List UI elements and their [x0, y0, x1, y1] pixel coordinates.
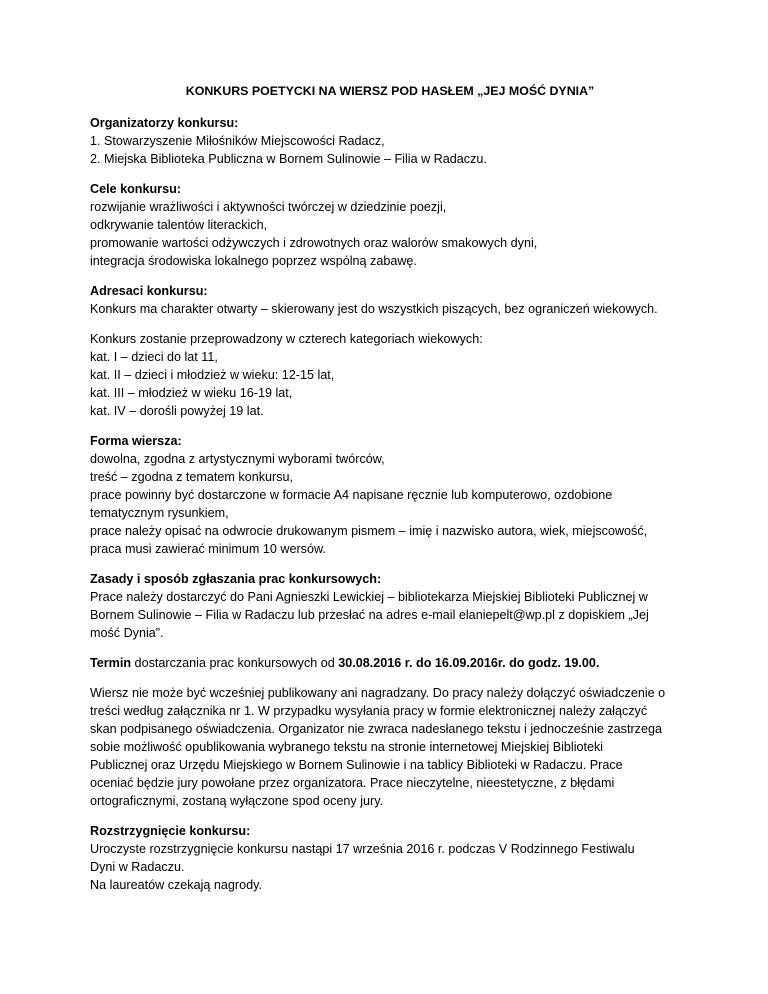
deadline-line	[90, 654, 690, 672]
deadline-label: Termin	[90, 656, 132, 670]
goal-line: integracja środowiska lokalnego poprzez wspólną zabawę.	[90, 254, 417, 268]
goals-section	[90, 180, 690, 270]
resolution-section	[90, 822, 690, 894]
submission-line: Bornem Sulinowie – Filia w Radaczu lub przesłać na adres e-mail elaniepelt@wp.pl z dopiskiem „Jej	[90, 608, 649, 622]
form-line: praca musi zawierać minimum 10 wersów.	[90, 542, 326, 556]
deadline-text: dostarczania prac konkursowych od	[131, 656, 339, 670]
rules-line: sobie możliwość opublikowania wybranego tekstu na stronie internetowej Miejskiej Biblioteki	[90, 740, 604, 754]
categories-section	[90, 330, 690, 420]
submission-line: Prace należy dostarczyć do Pani Agnieszki Lewickiej – bibliotekarza Miejskiej Biblioteki Publicznej w	[90, 590, 648, 604]
rules-line: ortograficznymi, zostaną wyłączone spod oceny jury.	[90, 794, 384, 808]
rules-line: skan podpisanego oświadczenia. Organizator nie zwraca nadesłanego tekstu i jednocześnie zastrzega	[90, 722, 662, 736]
resolution-line: Na laureatów czekają nagrody.	[90, 878, 262, 892]
deadline-section	[90, 654, 690, 672]
form-line: prace należy opisać na odwrocie drukowanym pismem – imię i nazwisko autora, wiek, miejscowość,	[90, 524, 648, 538]
document-page	[90, 82, 690, 906]
submission-section	[90, 570, 690, 642]
resolution-heading: Rozstrzygnięcie konkursu:	[90, 824, 251, 838]
form-line: prace powinny być dostarczone w formacie A4 napisane ręcznie lub komputerowo, ozdobione	[90, 488, 613, 502]
form-line: dowolna, zgodna z artystycznymi wyborami twórców,	[90, 452, 385, 466]
document-title: KONKURS POETYCKI NA WIERSZ POD HASŁEM „JEJ MOŚĆ DYNIA”	[185, 84, 595, 98]
goal-line: rozwijanie wrażliwości i aktywności twórczej w dziedzinie poezji,	[90, 200, 447, 214]
submission-heading: Zasady i sposób zgłaszania prac konkursowych:	[90, 572, 382, 586]
organizer-line: 2. Miejska Biblioteka Publiczna w Bornem Sulinowie – Filia w Radaczu.	[90, 152, 487, 166]
goals-heading: Cele konkursu:	[90, 182, 181, 196]
rules-section	[90, 684, 690, 810]
form-line: tematycznym rysunkiem,	[90, 506, 229, 520]
rules-line: Wiersz nie może być wcześniej publikowany ani nagradzany. Do pracy należy dołączyć oświadczenie o	[90, 686, 666, 700]
goal-line: odkrywanie talentów literackich,	[90, 218, 268, 232]
category-line: kat. III – młodzież w wieku 16-19 lat,	[90, 386, 293, 400]
organizers-heading: Organizatorzy konkursu:	[90, 116, 239, 130]
category-line: kat. II – dzieci i młodzież w wieku: 12-15 lat,	[90, 368, 335, 382]
category-line: kat. IV – dorośli powyżej 19 lat.	[90, 404, 264, 418]
audience-heading: Adresaci konkursu:	[90, 284, 208, 298]
category-line: Konkurs zostanie przeprowadzony w czterech kategoriach wiekowych:	[90, 332, 483, 346]
deadline-range: 30.08.2016 r. do 16.09.2016r. do godz. 19.00.	[338, 656, 600, 670]
category-line: kat. I – dzieci do lat 11,	[90, 350, 218, 364]
organizers-section	[90, 114, 690, 168]
audience-section	[90, 282, 690, 318]
rules-line: treści według załącznika nr 1. W przypadku wysyłania pracy w formie elektronicznej należy załączyć	[90, 704, 648, 718]
organizer-line: 1. Stowarzyszenie Miłośników Miejscowości Radacz,	[90, 134, 385, 148]
submission-line: mość Dynia”.	[90, 626, 164, 640]
form-line: treść – zgodna z tematem konkursu,	[90, 470, 293, 484]
rules-line: oceniać będzie jury powołane przez organizatora. Prace nieczytelne, nieestetyczne, z błędami	[90, 776, 615, 790]
form-section	[90, 432, 690, 558]
goal-line: promowanie wartości odżywczych i zdrowotnych oraz walorów smakowych dyni,	[90, 236, 538, 250]
resolution-line: Uroczyste rozstrzygnięcie konkursu nastąpi 17 września 2016 r. podczas V Rodzinnego Festiwalu	[90, 842, 635, 856]
form-heading: Forma wiersza:	[90, 434, 182, 448]
rules-line: Publicznej oraz Urzędu Miejskiego w Bornem Sulinowie i na tablicy Biblioteki w Radaczu. Prace	[90, 758, 623, 772]
resolution-line: Dyni w Radaczu.	[90, 860, 185, 874]
audience-line: Konkurs ma charakter otwarty – skierowany jest do wszystkich piszących, bez ograniczeń wiekowych.	[90, 302, 658, 316]
